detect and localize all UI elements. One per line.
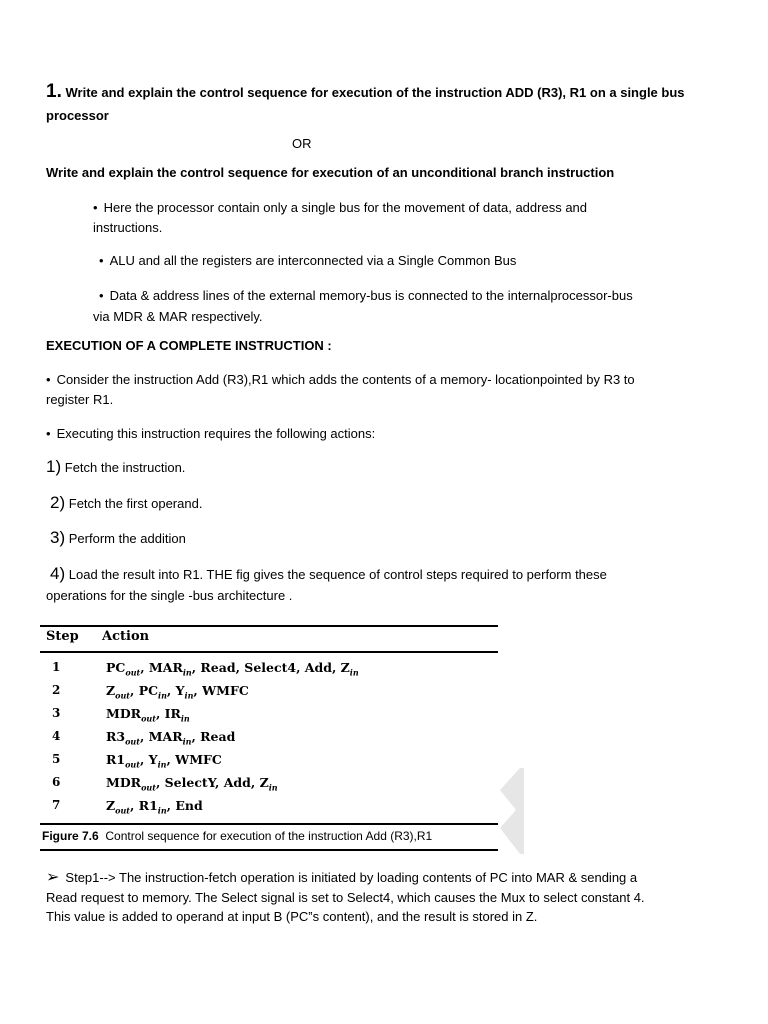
question-title-line2: processor bbox=[46, 108, 109, 123]
exec-point-line1: Consider the instruction Add (R3),R1 which adds the contents of a memory- locationpointed by R3 to bbox=[56, 372, 635, 387]
action-text: Fetch the instruction. bbox=[64, 460, 186, 475]
arrow-bullet-icon: ➢ bbox=[46, 869, 60, 886]
step-action: $Z_{out}$, $R1_{in}$, End bbox=[106, 798, 203, 816]
step1-line2: Read request to memory. The Select signal is set to Select4, which causes the Mux to select constant 4. bbox=[46, 890, 645, 905]
action-number: 3) bbox=[50, 528, 66, 547]
exec-point bbox=[46, 424, 375, 444]
step-action: $Z_{out}$, $PC_{in}$, $Y_{in}$, WMFC bbox=[106, 683, 249, 701]
alt-question-title: Write and explain the control sequence for execution of an unconditional branch instruction bbox=[46, 165, 615, 180]
step-action: $R3_{out}$, $MAR_{in}$, Read bbox=[106, 729, 236, 747]
bus-point-line1: ALU and all the registers are interconnected via a Single Common Bus bbox=[109, 253, 517, 268]
question-heading bbox=[46, 82, 685, 103]
step-number: 7 bbox=[52, 798, 61, 812]
action-item bbox=[50, 493, 202, 514]
section-heading: EXECUTION OF A COMPLETE INSTRUCTION : bbox=[46, 338, 332, 353]
step-number: 4 bbox=[52, 729, 61, 743]
action-number: 1) bbox=[46, 457, 62, 476]
exec-point bbox=[46, 370, 635, 390]
bullet-icon: • bbox=[46, 426, 51, 441]
action-column-header: Action bbox=[102, 629, 150, 644]
bus-point bbox=[93, 198, 587, 218]
caption-rule bbox=[40, 849, 498, 851]
action-number: 2) bbox=[50, 493, 66, 512]
step-number: 5 bbox=[52, 752, 61, 766]
question-title-line1: Write and explain the control sequence for execution of the instruction ADD (R3), R1 on a single bus bbox=[65, 85, 685, 100]
watermark-shape bbox=[496, 768, 524, 854]
step-number: 3 bbox=[52, 706, 61, 720]
step1-paragraph bbox=[46, 868, 637, 888]
bullet-icon: • bbox=[99, 253, 104, 268]
step1-line1: Step1--> The instruction-fetch operation is initiated by loading contents of PC into MAR & sending a bbox=[65, 870, 638, 885]
bus-point-line2: via MDR & MAR respectively. bbox=[93, 309, 263, 324]
step1-line3: This value is added to operand at input B (PC‟s content), and the result is stored in Z. bbox=[46, 909, 538, 924]
step-column-header: Step bbox=[46, 629, 79, 644]
step-action: $PC_{out}$, $MAR_{in}$, Read, Select4, Add, $Z_{in}$ bbox=[106, 660, 359, 678]
action-number: 4) bbox=[50, 564, 66, 583]
table-header-rule bbox=[40, 651, 498, 653]
step-action: $R1_{out}$, $Y_{in}$, WMFC bbox=[106, 752, 222, 770]
figure-caption-label: Figure 7.6 bbox=[42, 829, 99, 843]
bullet-icon: • bbox=[46, 372, 51, 387]
bullet-icon: • bbox=[99, 288, 104, 303]
figure-caption-text: Control sequence for execution of the instruction Add (R3),R1 bbox=[105, 829, 433, 843]
step-number: 1 bbox=[52, 660, 61, 674]
action-text-line2: operations for the single -bus architecture . bbox=[46, 588, 293, 603]
step-action: $MDR_{out}$, SelectY, Add, $Z_{in}$ bbox=[106, 775, 278, 793]
bus-point bbox=[99, 286, 633, 306]
control-sequence-figure bbox=[40, 622, 498, 854]
step-action: $MDR_{out}$, $IR_{in}$ bbox=[106, 706, 190, 724]
step-number: 6 bbox=[52, 775, 61, 789]
or-label: OR bbox=[292, 136, 312, 151]
action-item bbox=[50, 564, 607, 585]
action-item bbox=[50, 528, 186, 549]
bus-point bbox=[99, 251, 516, 271]
exec-point-line2: register R1. bbox=[46, 392, 114, 407]
action-text: Perform the addition bbox=[68, 531, 186, 546]
bus-point-line1: Here the processor contain only a single bus for the movement of data, address and bbox=[103, 200, 588, 215]
table-bottom-rule bbox=[40, 823, 498, 825]
step-number: 2 bbox=[52, 683, 61, 697]
bullet-icon: • bbox=[93, 200, 98, 215]
question-number: 1. bbox=[46, 81, 62, 102]
exec-point-line1: Executing this instruction requires the following actions: bbox=[56, 426, 376, 441]
figure-caption bbox=[42, 829, 432, 843]
action-item bbox=[46, 457, 185, 478]
action-text: Load the result into R1. THE fig gives the sequence of control steps required to perform these bbox=[68, 567, 607, 582]
action-text: Fetch the first operand. bbox=[68, 496, 203, 511]
bus-point-line2: instructions. bbox=[93, 220, 163, 235]
table-top-rule bbox=[40, 625, 498, 627]
bus-point-line1: Data & address lines of the external memory-bus is connected to the internalprocessor-bus bbox=[109, 288, 633, 303]
